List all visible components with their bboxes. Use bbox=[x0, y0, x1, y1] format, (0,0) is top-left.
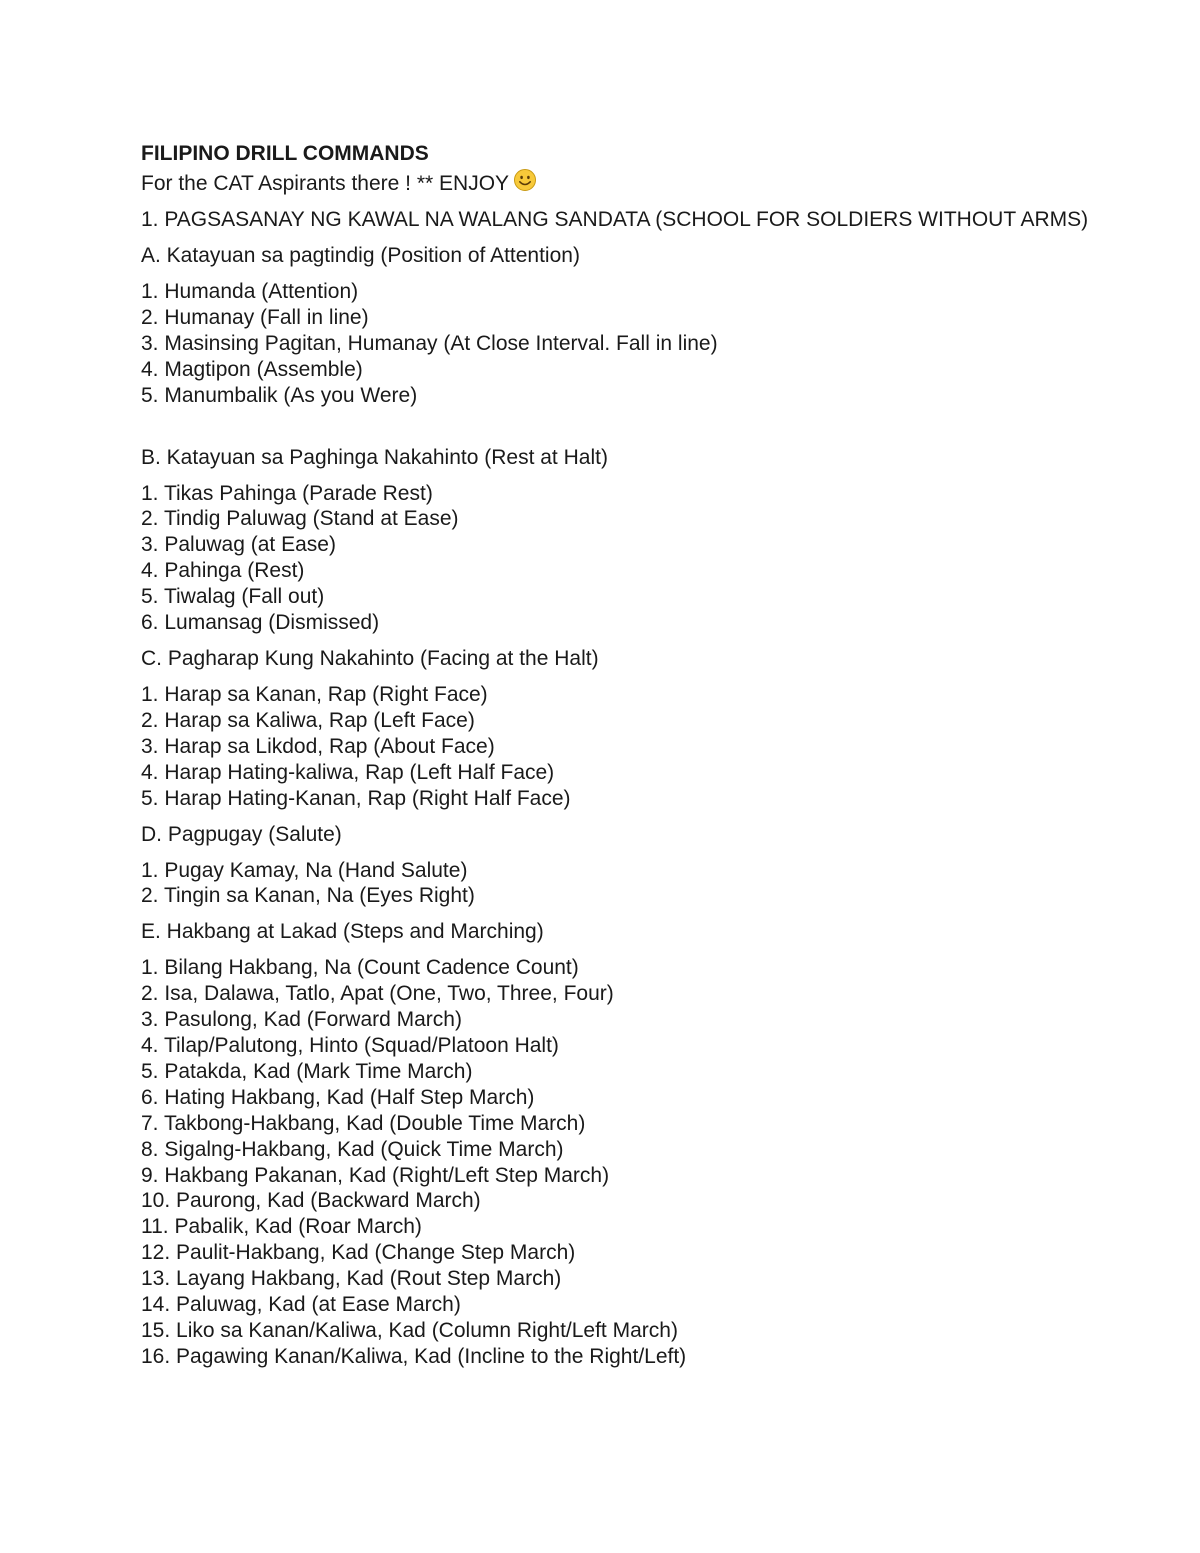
subtitle-text: For the CAT Aspirants there ! ** ENJOY bbox=[141, 172, 510, 195]
section-heading: B. Katayuan sa Paghinga Nakahinto (Rest at Halt) bbox=[141, 445, 608, 469]
section-heading: D. Pagpugay (Salute) bbox=[141, 822, 342, 846]
list-item: 3. Pasulong, Kad (Forward March) bbox=[141, 1008, 462, 1032]
list-item: 1. Pugay Kamay, Na (Hand Salute) bbox=[141, 858, 468, 882]
list-item: 3. Masinsing Pagitan, Humanay (At Close Interval. Fall in line) bbox=[141, 331, 718, 355]
list-item: 14. Paluwag, Kad (at Ease March) bbox=[141, 1293, 461, 1317]
list-item: 3. Paluwag (at Ease) bbox=[141, 533, 336, 557]
list-item: 9. Hakbang Pakanan, Kad (Right/Left Step March) bbox=[141, 1163, 610, 1187]
list-item: 7. Takbong-Hakbang, Kad (Double Time March) bbox=[141, 1111, 586, 1135]
list-item: 1. Humanda (Attention) bbox=[141, 280, 359, 303]
list-item: 2. Isa, Dalawa, Tatlo, Apat (One, Two, Three, Four) bbox=[141, 982, 614, 1006]
list-item: 2. Tingin sa Kanan, Na (Eyes Right) bbox=[141, 884, 475, 908]
command-list bbox=[141, 279, 1101, 409]
section-heading: C. Pagharap Kung Nakahinto (Facing at the Halt) bbox=[141, 646, 599, 670]
command-list bbox=[141, 858, 1101, 910]
list-item: 5. Harap Hating-Kanan, Rap (Right Half Face) bbox=[141, 786, 571, 810]
part-heading: 1. PAGSASANAY NG KAWAL NA WALANG SANDATA (SCHOOL FOR SOLDIERS WITHOUT ARMS) bbox=[141, 208, 1089, 231]
section-heading: E. Hakbang at Lakad (Steps and Marching) bbox=[141, 920, 544, 944]
list-item: 6. Hating Hakbang, Kad (Half Step March) bbox=[141, 1085, 535, 1109]
list-item: 5. Tiwalag (Fall out) bbox=[141, 585, 325, 609]
list-item: 3. Harap sa Likdod, Rap (About Face) bbox=[141, 734, 495, 758]
list-item: 4. Pahinga (Rest) bbox=[141, 559, 305, 583]
document-title: FILIPINO DRILL COMMANDS bbox=[141, 142, 429, 165]
list-item: 1. Bilang Hakbang, Na (Count Cadence Count) bbox=[141, 956, 579, 980]
list-item: 2. Humanay (Fall in line) bbox=[141, 305, 369, 329]
section-b bbox=[141, 445, 1101, 636]
document-subtitle bbox=[141, 168, 1101, 197]
command-list bbox=[141, 955, 1101, 1370]
list-item: 1. Harap sa Kanan, Rap (Right Face) bbox=[141, 682, 488, 706]
list-item: 4. Harap Hating-kaliwa, Rap (Left Half Face) bbox=[141, 760, 555, 784]
list-item: 15. Liko sa Kanan/Kaliwa, Kad (Column Right/Left March) bbox=[141, 1319, 678, 1342]
command-list bbox=[141, 481, 1101, 636]
list-item: 5. Manumbalik (As you Were) bbox=[141, 383, 418, 407]
section-heading: A. Katayuan sa pagtindig (Position of Attention) bbox=[141, 244, 580, 267]
list-item: 5. Patakda, Kad (Mark Time March) bbox=[141, 1059, 473, 1083]
list-item: 2. Tindig Paluwag (Stand at Ease) bbox=[141, 507, 459, 531]
list-item: 4. Tilap/Palutong, Hinto (Squad/Platoon Halt) bbox=[141, 1034, 559, 1058]
list-item: 13. Layang Hakbang, Kad (Rout Step March) bbox=[141, 1267, 562, 1291]
smiley-emoji-icon bbox=[513, 168, 537, 192]
list-item: 16. Pagawing Kanan/Kaliwa, Kad (Incline to the Right/Left) bbox=[141, 1344, 687, 1368]
document-page bbox=[141, 141, 1101, 1370]
list-item: 2. Harap sa Kaliwa, Rap (Left Face) bbox=[141, 708, 475, 732]
list-item: 12. Paulit-Hakbang, Kad (Change Step March) bbox=[141, 1241, 576, 1265]
list-item: 4. Magtipon (Assemble) bbox=[141, 357, 363, 381]
list-item: 8. Sigalng-Hakbang, Kad (Quick Time March) bbox=[141, 1137, 564, 1161]
section-a bbox=[141, 243, 1101, 409]
list-item: 11. Pabalik, Kad (Roar March) bbox=[141, 1215, 422, 1239]
list-item: 10. Paurong, Kad (Backward March) bbox=[141, 1189, 481, 1213]
section-c bbox=[141, 646, 1101, 812]
section-e bbox=[141, 919, 1101, 1370]
command-list bbox=[141, 682, 1101, 812]
list-item: 1. Tikas Pahinga (Parade Rest) bbox=[141, 481, 433, 505]
list-item: 6. Lumansag (Dismissed) bbox=[141, 611, 380, 635]
section-d bbox=[141, 822, 1101, 910]
